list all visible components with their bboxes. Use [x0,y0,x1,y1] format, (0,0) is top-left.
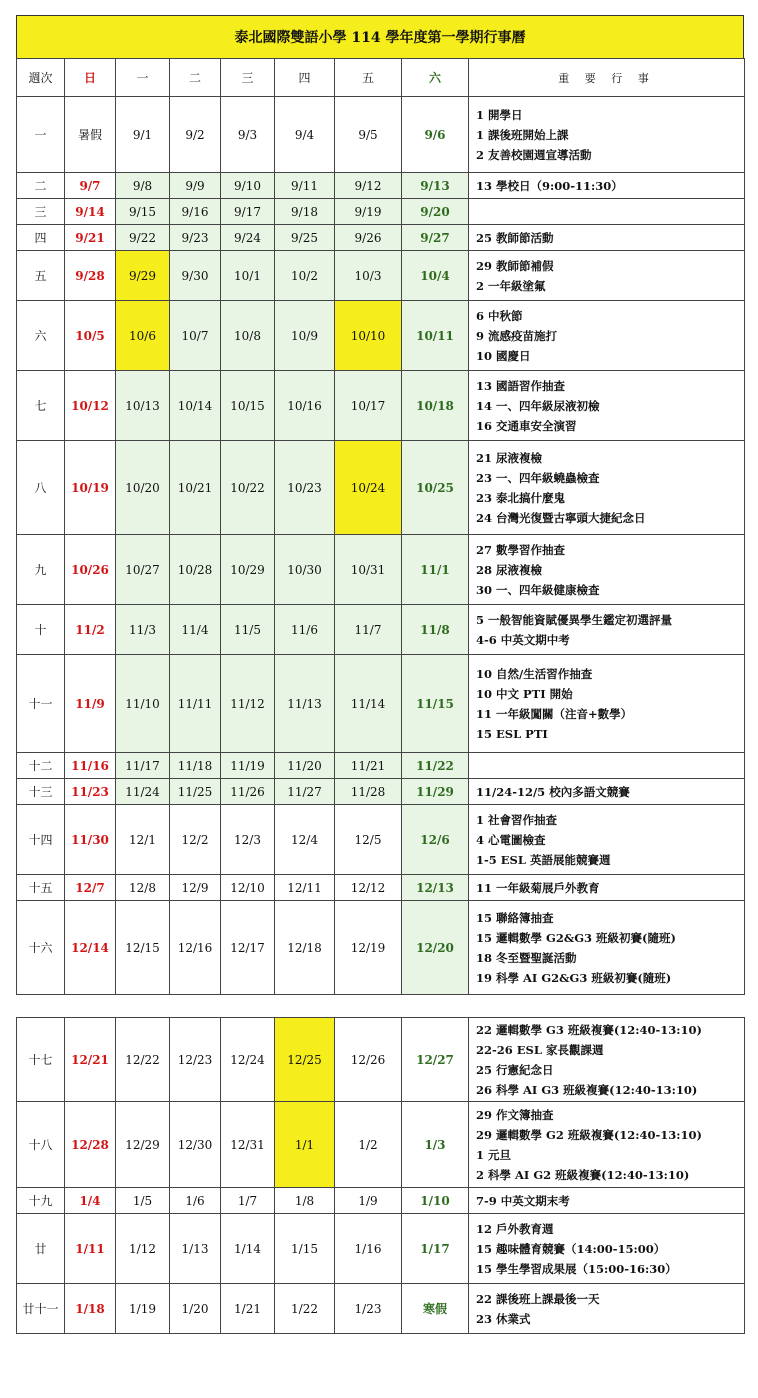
day-cell: 10/20 [116,441,170,535]
event-line: 2 一年級塗氟 [476,278,546,293]
week-number: 九 [17,535,65,605]
header-day: 二 [170,59,221,97]
day-cell: 12/24 [221,1018,275,1102]
day-cell: 9/8 [116,173,170,199]
day-cell: 10/19 [65,441,116,535]
calendar-table-part2 [16,1017,745,1334]
week-number: 十七 [17,1018,65,1102]
week-number: 十四 [17,805,65,875]
day-cell: 11/22 [402,753,469,779]
event-line: 15 ESL PTI [476,726,548,741]
day-cell: 9/16 [170,199,221,225]
day-cell: 暑假 [65,97,116,173]
day-cell: 10/25 [402,441,469,535]
event-line: 11/24-12/5 校內多語文競賽 [476,784,630,799]
week-number: 廿十一 [17,1284,65,1334]
events-cell [469,97,745,173]
day-cell: 10/21 [170,441,221,535]
events-cell [469,805,745,875]
event-line: 2 友善校園週宣導活動 [476,147,592,162]
event-line: 1 開學日 [476,107,523,122]
day-cell: 11/30 [65,805,116,875]
day-cell: 11/24 [116,779,170,805]
day-cell: 1/4 [65,1188,116,1214]
day-cell: 1/19 [116,1284,170,1334]
day-cell: 9/4 [275,97,335,173]
events-cell [469,605,745,655]
day-cell: 12/13 [402,875,469,901]
day-cell: 1/8 [275,1188,335,1214]
day-cell: 寒假 [402,1284,469,1334]
header-day: 五 [335,59,402,97]
day-cell: 10/29 [221,535,275,605]
week-number: 十二 [17,753,65,779]
week-row [17,1102,745,1188]
event-line: 1-5 ESL 英語展能競賽週 [476,852,611,867]
day-cell: 1/18 [65,1284,116,1334]
event-line: 25 行憲紀念日 [476,1062,554,1077]
day-cell: 9/30 [170,251,221,301]
day-cell: 12/31 [221,1102,275,1188]
events-cell [469,1188,745,1214]
event-line: 16 交通車安全演習 [476,418,577,433]
calendar-title: 泰北國際雙語小學 114 學年度第一學期行事曆 [16,15,744,59]
week-number: 十三 [17,779,65,805]
day-cell: 9/5 [335,97,402,173]
week-number: 七 [17,371,65,441]
day-cell: 10/2 [275,251,335,301]
event-line: 29 邏輯數學 G2 班級複賽(12:40-13:10) [476,1127,702,1142]
event-line: 9 流感疫苗施打 [476,328,558,343]
week-row [17,173,745,199]
day-cell: 9/20 [402,199,469,225]
events-cell [469,1102,745,1188]
event-line: 23 一、四年級蟯蟲檢查 [476,470,600,485]
week-row [17,251,745,301]
day-cell: 11/3 [116,605,170,655]
day-cell: 12/26 [335,1018,402,1102]
week-number: 十一 [17,655,65,753]
day-cell: 9/18 [275,199,335,225]
day-cell: 11/9 [65,655,116,753]
event-line: 15 邏輯數學 G2&G3 班級初賽(隨班) [476,930,676,945]
day-cell: 1/20 [170,1284,221,1334]
week-row [17,779,745,805]
event-line: 10 國慶日 [476,348,531,363]
event-line: 30 一、四年級健康檢查 [476,582,600,597]
week-number: 五 [17,251,65,301]
event-line: 14 一、四年級尿液初檢 [476,398,600,413]
event-line: 21 尿液複檢 [476,450,543,465]
day-cell: 10/23 [275,441,335,535]
day-cell: 9/28 [65,251,116,301]
day-cell: 11/5 [221,605,275,655]
week-number: 十五 [17,875,65,901]
day-cell: 12/2 [170,805,221,875]
day-cell: 1/11 [65,1214,116,1284]
day-cell: 12/1 [116,805,170,875]
week-row [17,1214,745,1284]
event-line: 26 科學 AI G3 班級複賽(12:40-13:10) [476,1082,698,1097]
day-cell: 10/3 [335,251,402,301]
event-line: 15 學生學習成果展（15:00-16:30） [476,1261,677,1276]
day-cell: 1/6 [170,1188,221,1214]
day-cell: 9/13 [402,173,469,199]
day-cell: 11/6 [275,605,335,655]
event-line: 11 一年級闖關（注音+數學） [476,706,633,721]
events-cell [469,901,745,995]
event-line: 1 社會習作抽查 [476,812,558,827]
day-cell: 10/10 [335,301,402,371]
event-line: 19 科學 AI G2&G3 班級初賽(隨班) [476,970,672,985]
event-line: 28 尿液複檢 [476,562,543,577]
day-cell: 9/11 [275,173,335,199]
event-line: 7-9 中英文期末考 [476,1193,570,1208]
week-number: 十 [17,605,65,655]
day-cell: 10/27 [116,535,170,605]
event-line: 2 科學 AI G2 班級複賽(12:40-13:10) [476,1167,690,1182]
week-row [17,901,745,995]
day-cell: 10/26 [65,535,116,605]
week-row [17,535,745,605]
day-cell: 11/12 [221,655,275,753]
day-cell: 9/14 [65,199,116,225]
day-cell: 12/11 [275,875,335,901]
day-cell: 10/7 [170,301,221,371]
day-cell: 10/17 [335,371,402,441]
day-cell: 1/9 [335,1188,402,1214]
day-cell: 1/10 [402,1188,469,1214]
day-cell: 12/22 [116,1018,170,1102]
day-cell: 12/10 [221,875,275,901]
day-cell: 1/3 [402,1102,469,1188]
day-cell: 12/8 [116,875,170,901]
events-cell [469,779,745,805]
day-cell: 10/11 [402,301,469,371]
day-cell: 10/30 [275,535,335,605]
event-line: 24 台灣光復暨古寧頭大捷紀念日 [476,510,646,525]
day-cell: 10/1 [221,251,275,301]
events-cell [469,371,745,441]
day-cell: 9/7 [65,173,116,199]
event-line: 18 冬至暨聖誕活動 [476,950,577,965]
events-cell [469,441,745,535]
events-cell [469,753,745,779]
day-cell: 9/15 [116,199,170,225]
day-cell: 10/24 [335,441,402,535]
event-line: 23 泰北搞什麼鬼 [476,490,566,505]
day-cell: 11/14 [335,655,402,753]
week-number: 十六 [17,901,65,995]
week-row [17,199,745,225]
event-line: 13 學校日（9:00-11:30） [476,178,623,193]
day-cell: 1/5 [116,1188,170,1214]
day-cell: 10/12 [65,371,116,441]
week-row [17,97,745,173]
day-cell: 10/5 [65,301,116,371]
event-line: 22 課後班上課最後一天 [476,1291,600,1306]
day-cell: 9/9 [170,173,221,199]
day-cell: 11/23 [65,779,116,805]
event-line: 10 自然/生活習作抽查 [476,666,593,681]
day-cell: 9/22 [116,225,170,251]
header-day: 一 [116,59,170,97]
day-cell: 1/23 [335,1284,402,1334]
day-cell: 11/4 [170,605,221,655]
day-cell: 1/14 [221,1214,275,1284]
day-cell: 12/29 [116,1102,170,1188]
day-cell: 12/7 [65,875,116,901]
week-number: 八 [17,441,65,535]
day-cell: 12/3 [221,805,275,875]
day-cell: 11/10 [116,655,170,753]
day-cell: 9/6 [402,97,469,173]
day-cell: 10/18 [402,371,469,441]
event-line: 6 中秋節 [476,308,523,323]
header-row [17,59,745,97]
event-line: 15 聯絡簿抽查 [476,910,554,925]
day-cell: 11/17 [116,753,170,779]
day-cell: 10/9 [275,301,335,371]
day-cell: 10/14 [170,371,221,441]
header-day: 六 [402,59,469,97]
day-cell: 11/21 [335,753,402,779]
day-cell: 11/25 [170,779,221,805]
events-cell [469,1214,745,1284]
day-cell: 11/11 [170,655,221,753]
day-cell: 10/8 [221,301,275,371]
event-line: 1 課後班開始上課 [476,127,569,142]
day-cell: 11/20 [275,753,335,779]
day-cell: 11/8 [402,605,469,655]
event-line: 10 中文 PTI 開始 [476,686,573,701]
week-number: 十八 [17,1102,65,1188]
day-cell: 11/29 [402,779,469,805]
week-number: 三 [17,199,65,225]
day-cell: 12/28 [65,1102,116,1188]
events-cell [469,1018,745,1102]
week-row [17,441,745,535]
day-cell: 10/31 [335,535,402,605]
day-cell: 9/23 [170,225,221,251]
event-line: 5 一般智能資賦優異學生鑑定初選評量 [476,612,673,627]
day-cell: 10/4 [402,251,469,301]
day-cell: 11/18 [170,753,221,779]
day-cell: 1/1 [275,1102,335,1188]
day-cell: 12/21 [65,1018,116,1102]
day-cell: 9/27 [402,225,469,251]
day-cell: 11/19 [221,753,275,779]
day-cell: 12/23 [170,1018,221,1102]
events-cell [469,301,745,371]
week-row [17,371,745,441]
day-cell: 11/16 [65,753,116,779]
day-cell: 11/7 [335,605,402,655]
events-cell [469,199,745,225]
event-line: 29 教師節補假 [476,258,554,273]
day-cell: 12/12 [335,875,402,901]
day-cell: 10/15 [221,371,275,441]
day-cell: 11/15 [402,655,469,753]
day-cell: 1/17 [402,1214,469,1284]
events-cell [469,1284,745,1334]
events-cell [469,225,745,251]
day-cell: 12/5 [335,805,402,875]
day-cell: 9/24 [221,225,275,251]
week-row [17,225,745,251]
week-row [17,655,745,753]
week-row [17,1188,745,1214]
calendar-table-part1 [16,58,745,995]
week-row [17,805,745,875]
week-number: 六 [17,301,65,371]
day-cell: 9/21 [65,225,116,251]
day-cell: 11/27 [275,779,335,805]
day-cell: 1/12 [116,1214,170,1284]
week-number: 一 [17,97,65,173]
event-line: 22 邏輯數學 G3 班級複賽(12:40-13:10) [476,1022,702,1037]
week-number: 廿 [17,1214,65,1284]
event-line: 4-6 中英文期中考 [476,632,570,647]
day-cell: 12/27 [402,1018,469,1102]
day-cell: 11/2 [65,605,116,655]
day-cell: 1/7 [221,1188,275,1214]
day-cell: 12/18 [275,901,335,995]
day-cell: 11/13 [275,655,335,753]
week-row [17,605,745,655]
day-cell: 9/1 [116,97,170,173]
event-line: 27 數學習作抽查 [476,542,566,557]
day-cell: 9/12 [335,173,402,199]
day-cell: 12/17 [221,901,275,995]
day-cell: 9/10 [221,173,275,199]
day-cell: 12/15 [116,901,170,995]
header-events: 重 要 行 事 [469,59,745,97]
day-cell: 12/25 [275,1018,335,1102]
week-row [17,301,745,371]
day-cell: 10/13 [116,371,170,441]
day-cell: 11/1 [402,535,469,605]
events-cell [469,173,745,199]
event-line: 22-26 ESL 家長觀課週 [476,1042,604,1057]
day-cell: 9/17 [221,199,275,225]
day-cell: 1/16 [335,1214,402,1284]
event-line: 15 趣味體育競賽（14:00-15:00） [476,1241,666,1256]
day-cell: 1/15 [275,1214,335,1284]
week-number: 二 [17,173,65,199]
day-cell: 10/28 [170,535,221,605]
header-day: 三 [221,59,275,97]
day-cell: 9/19 [335,199,402,225]
day-cell: 1/22 [275,1284,335,1334]
week-row [17,1284,745,1334]
day-cell: 12/20 [402,901,469,995]
header-day: 日 [65,59,116,97]
day-cell: 12/16 [170,901,221,995]
day-cell: 12/6 [402,805,469,875]
day-cell: 9/25 [275,225,335,251]
day-cell: 12/14 [65,901,116,995]
day-cell: 12/4 [275,805,335,875]
day-cell: 11/26 [221,779,275,805]
event-line: 1 元旦 [476,1147,512,1162]
header-week: 週次 [17,59,65,97]
day-cell: 9/3 [221,97,275,173]
events-cell [469,875,745,901]
events-cell [469,535,745,605]
events-cell [469,251,745,301]
event-line: 11 一年級菊展戶外教育 [476,880,600,895]
day-cell: 12/30 [170,1102,221,1188]
week-row [17,1018,745,1102]
day-cell: 10/16 [275,371,335,441]
day-cell: 11/28 [335,779,402,805]
event-line: 13 國語習作抽查 [476,378,566,393]
day-cell: 1/21 [221,1284,275,1334]
day-cell: 10/6 [116,301,170,371]
day-cell: 9/29 [116,251,170,301]
day-cell: 1/13 [170,1214,221,1284]
event-line: 29 作文簿抽查 [476,1107,554,1122]
week-number: 四 [17,225,65,251]
event-line: 25 教師節活動 [476,230,554,245]
day-cell: 9/2 [170,97,221,173]
day-cell: 9/26 [335,225,402,251]
event-line: 12 戶外教育週 [476,1221,554,1236]
events-cell [469,655,745,753]
event-line: 4 心電圖檢查 [476,832,546,847]
day-cell: 10/22 [221,441,275,535]
event-line: 23 休業式 [476,1311,531,1326]
week-row [17,753,745,779]
day-cell: 12/9 [170,875,221,901]
header-day: 四 [275,59,335,97]
week-number: 十九 [17,1188,65,1214]
day-cell: 12/19 [335,901,402,995]
week-row [17,875,745,901]
day-cell: 1/2 [335,1102,402,1188]
